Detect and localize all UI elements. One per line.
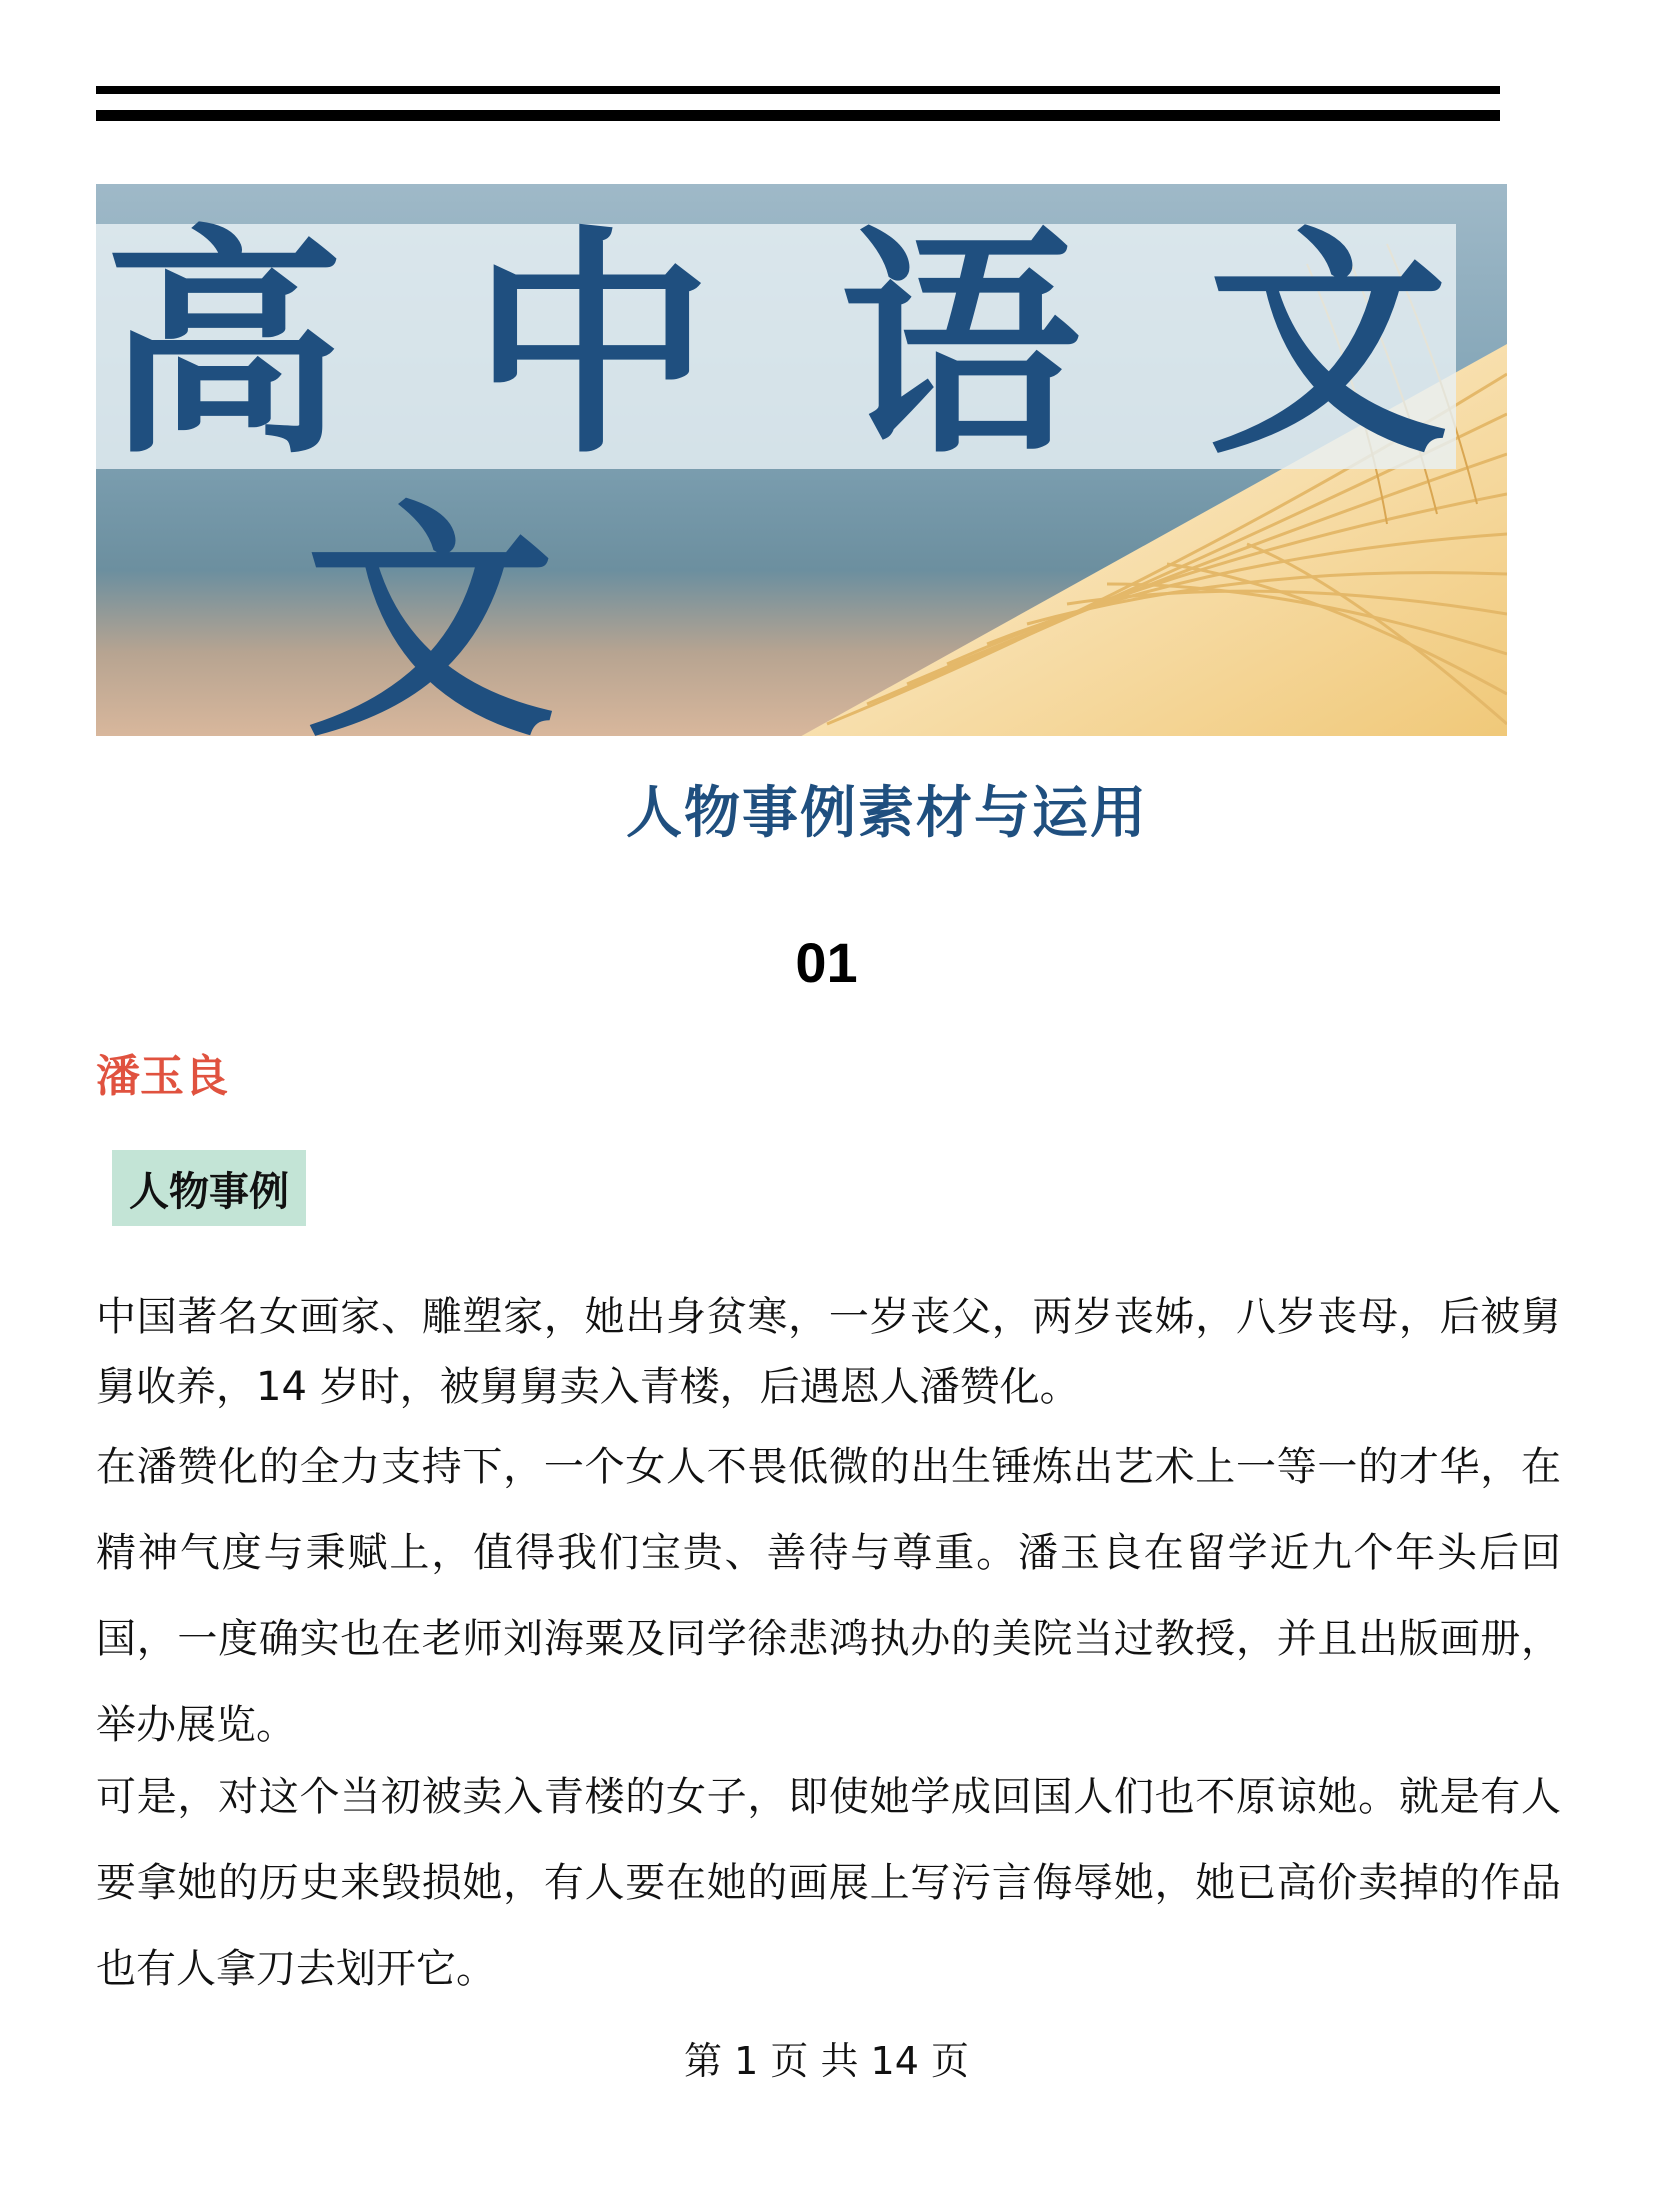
paragraph: 在潘赞化的全力支持下，一个女人不畏低微的出生锤炼出艺术上一等一的才华，在精神气度与秉赋上，值得我们宝贵、善待与尊重。潘玉良在留学近九个年头后回国，一度确实也在老师刘海粟及同学徐悲鸿执办的美院当过教授，并且出版画册，举办展览。	[96, 1444, 1561, 1748]
title-char: 语	[839, 206, 1080, 486]
title-char: 文	[1207, 206, 1448, 486]
person-name: 潘玉良	[96, 1051, 228, 1102]
title-char: 中	[471, 206, 712, 486]
title-char: 高	[104, 206, 345, 486]
paragraph: 中国著名女画家、雕塑家，她出身贫寒，一岁丧父，两岁丧姊，八岁丧母，后被舅舅收养，14 岁时，被舅舅卖入青楼，后遇恩人潘赞化。	[96, 1294, 1561, 1410]
banner-title	[96, 206, 1456, 486]
banner-subtitle: 人物事例素材与运用	[626, 781, 1148, 846]
header-rule-top	[96, 86, 1500, 94]
section-tag: 人物事例	[112, 1150, 306, 1226]
header-rule-bottom	[96, 110, 1500, 121]
decorative-big-char: 文	[305, 479, 555, 770]
page-footer: 第 1 页 共 14 页	[684, 2039, 969, 2083]
paragraph: 可是，对这个当初被卖入青楼的女子，即使她学成回国人们也不原谅她。就是有人要拿她的历史来毁损她，有人要在她的画展上写污言侮辱她，她已高价卖掉的作品也有人拿刀去划开它。	[96, 1774, 1561, 1992]
section-number: 01	[795, 931, 858, 994]
